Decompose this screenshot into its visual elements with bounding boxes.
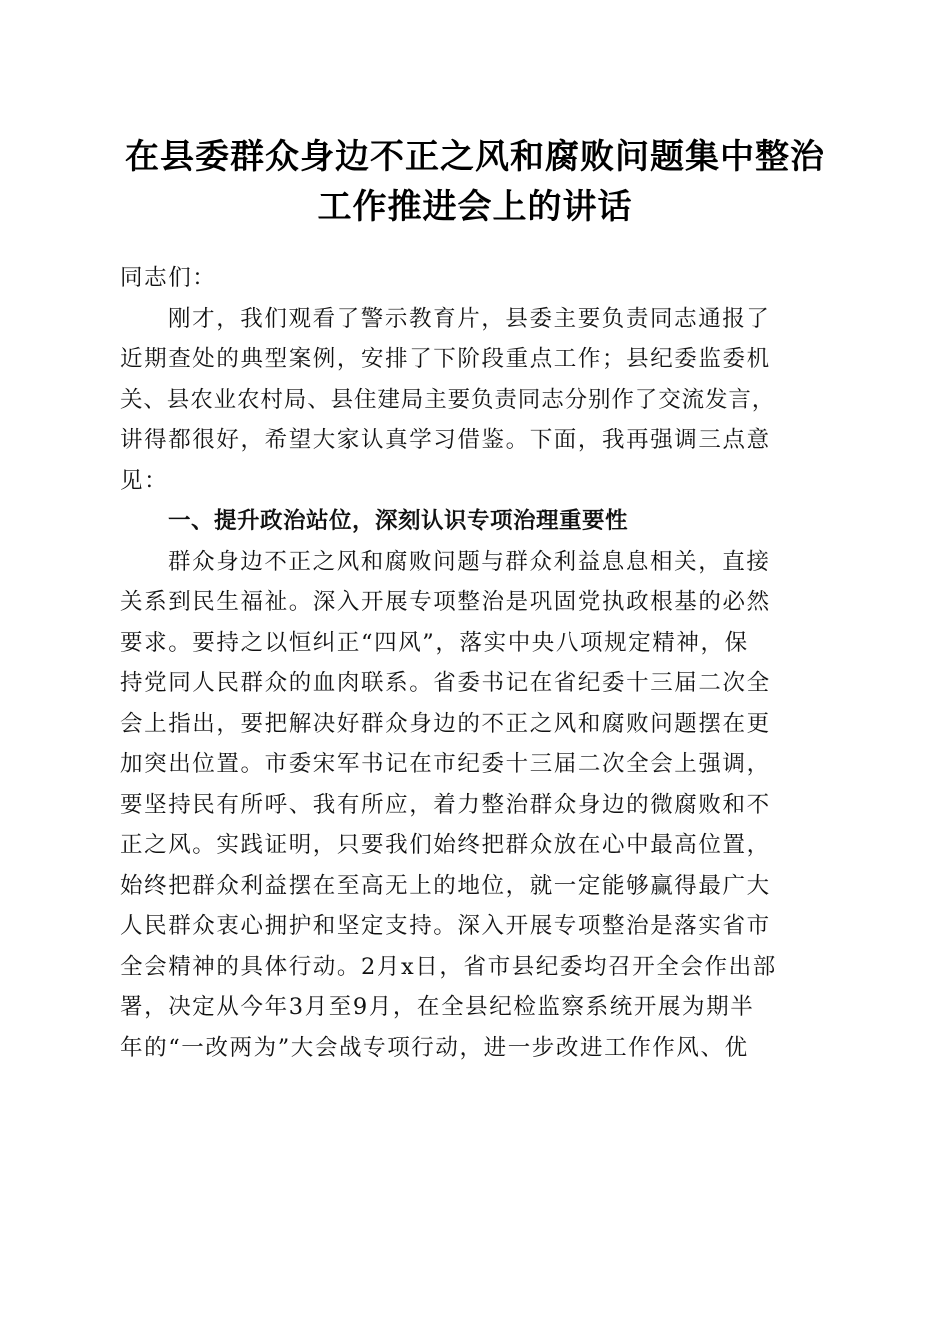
paragraph-line: 年的“一改两为”大会战专项行动，进一步改进工作作风、优	[120, 1034, 749, 1061]
paragraph-line: 近期查处的典型案例，安排了下阶段重点工作；县纪委监委机	[120, 346, 771, 372]
paragraph-line: 持党同人民群众的血肉联系。省委书记在省纪委十三届二次全	[120, 670, 771, 696]
paragraph-line: 人民群众衷心拥护和坚定支持。深入开展专项整治是落实省市	[120, 913, 771, 939]
paragraph-1	[120, 299, 830, 502]
paragraph-2	[120, 542, 830, 1069]
paragraph-line: 刚才，我们观看了警示教育片，县委主要负责同志通报了	[168, 305, 771, 332]
salutation: 同志们：	[120, 265, 217, 291]
paragraph-line: 正之风。实践证明，只要我们始终把群众放在心中最高位置，	[120, 832, 771, 858]
paragraph-line: 会上指出，要把解决好群众身边的不正之风和腐败问题摆在更	[120, 710, 771, 737]
paragraph-line: 加突出位置。市委宋军书记在市纪委十三届二次全会上强调，	[120, 751, 771, 777]
document-title	[100, 132, 850, 232]
title-line-2: 工作推进会上的讲话	[317, 187, 633, 227]
paragraph-line: 见：	[120, 467, 169, 494]
title-line-1: 在县委群众身边不正之风和腐败问题集中整治	[125, 137, 825, 177]
paragraph-line: 关系到民生福祉。深入开展专项整治是巩固党执政根基的必然	[120, 589, 771, 615]
paragraph-line: 要坚持民有所呼、我有所应，着力整治群众身边的微腐败和不	[120, 791, 771, 818]
document-body	[120, 258, 830, 1068]
paragraph-line: 全会精神的具体行动。2月x日，省市县纪委均召开全会作出部	[120, 953, 777, 980]
paragraph-line: 讲得都很好，希望大家认真学习借鉴。下面，我再强调三点意	[120, 427, 771, 453]
paragraph-line: 关、县农业农村局、县住建局主要负责同志分别作了交流发言，	[120, 386, 776, 413]
paragraph-line: 要求。要持之以恒纠正“四风”，落实中央八项规定精神，保	[120, 629, 749, 656]
paragraph-line: 始终把群众利益摆在至高无上的地位，就一定能够赢得最广大	[120, 872, 771, 899]
section-heading: 一、提升政治站位，深刻认识专项治理重要性	[168, 508, 629, 534]
paragraph-line: 署，决定从今年3月至9月，在全县纪检监察系统开展为期半	[120, 994, 755, 1020]
paragraph-line: 群众身边不正之风和腐败问题与群众利益息息相关，直接	[168, 548, 771, 575]
